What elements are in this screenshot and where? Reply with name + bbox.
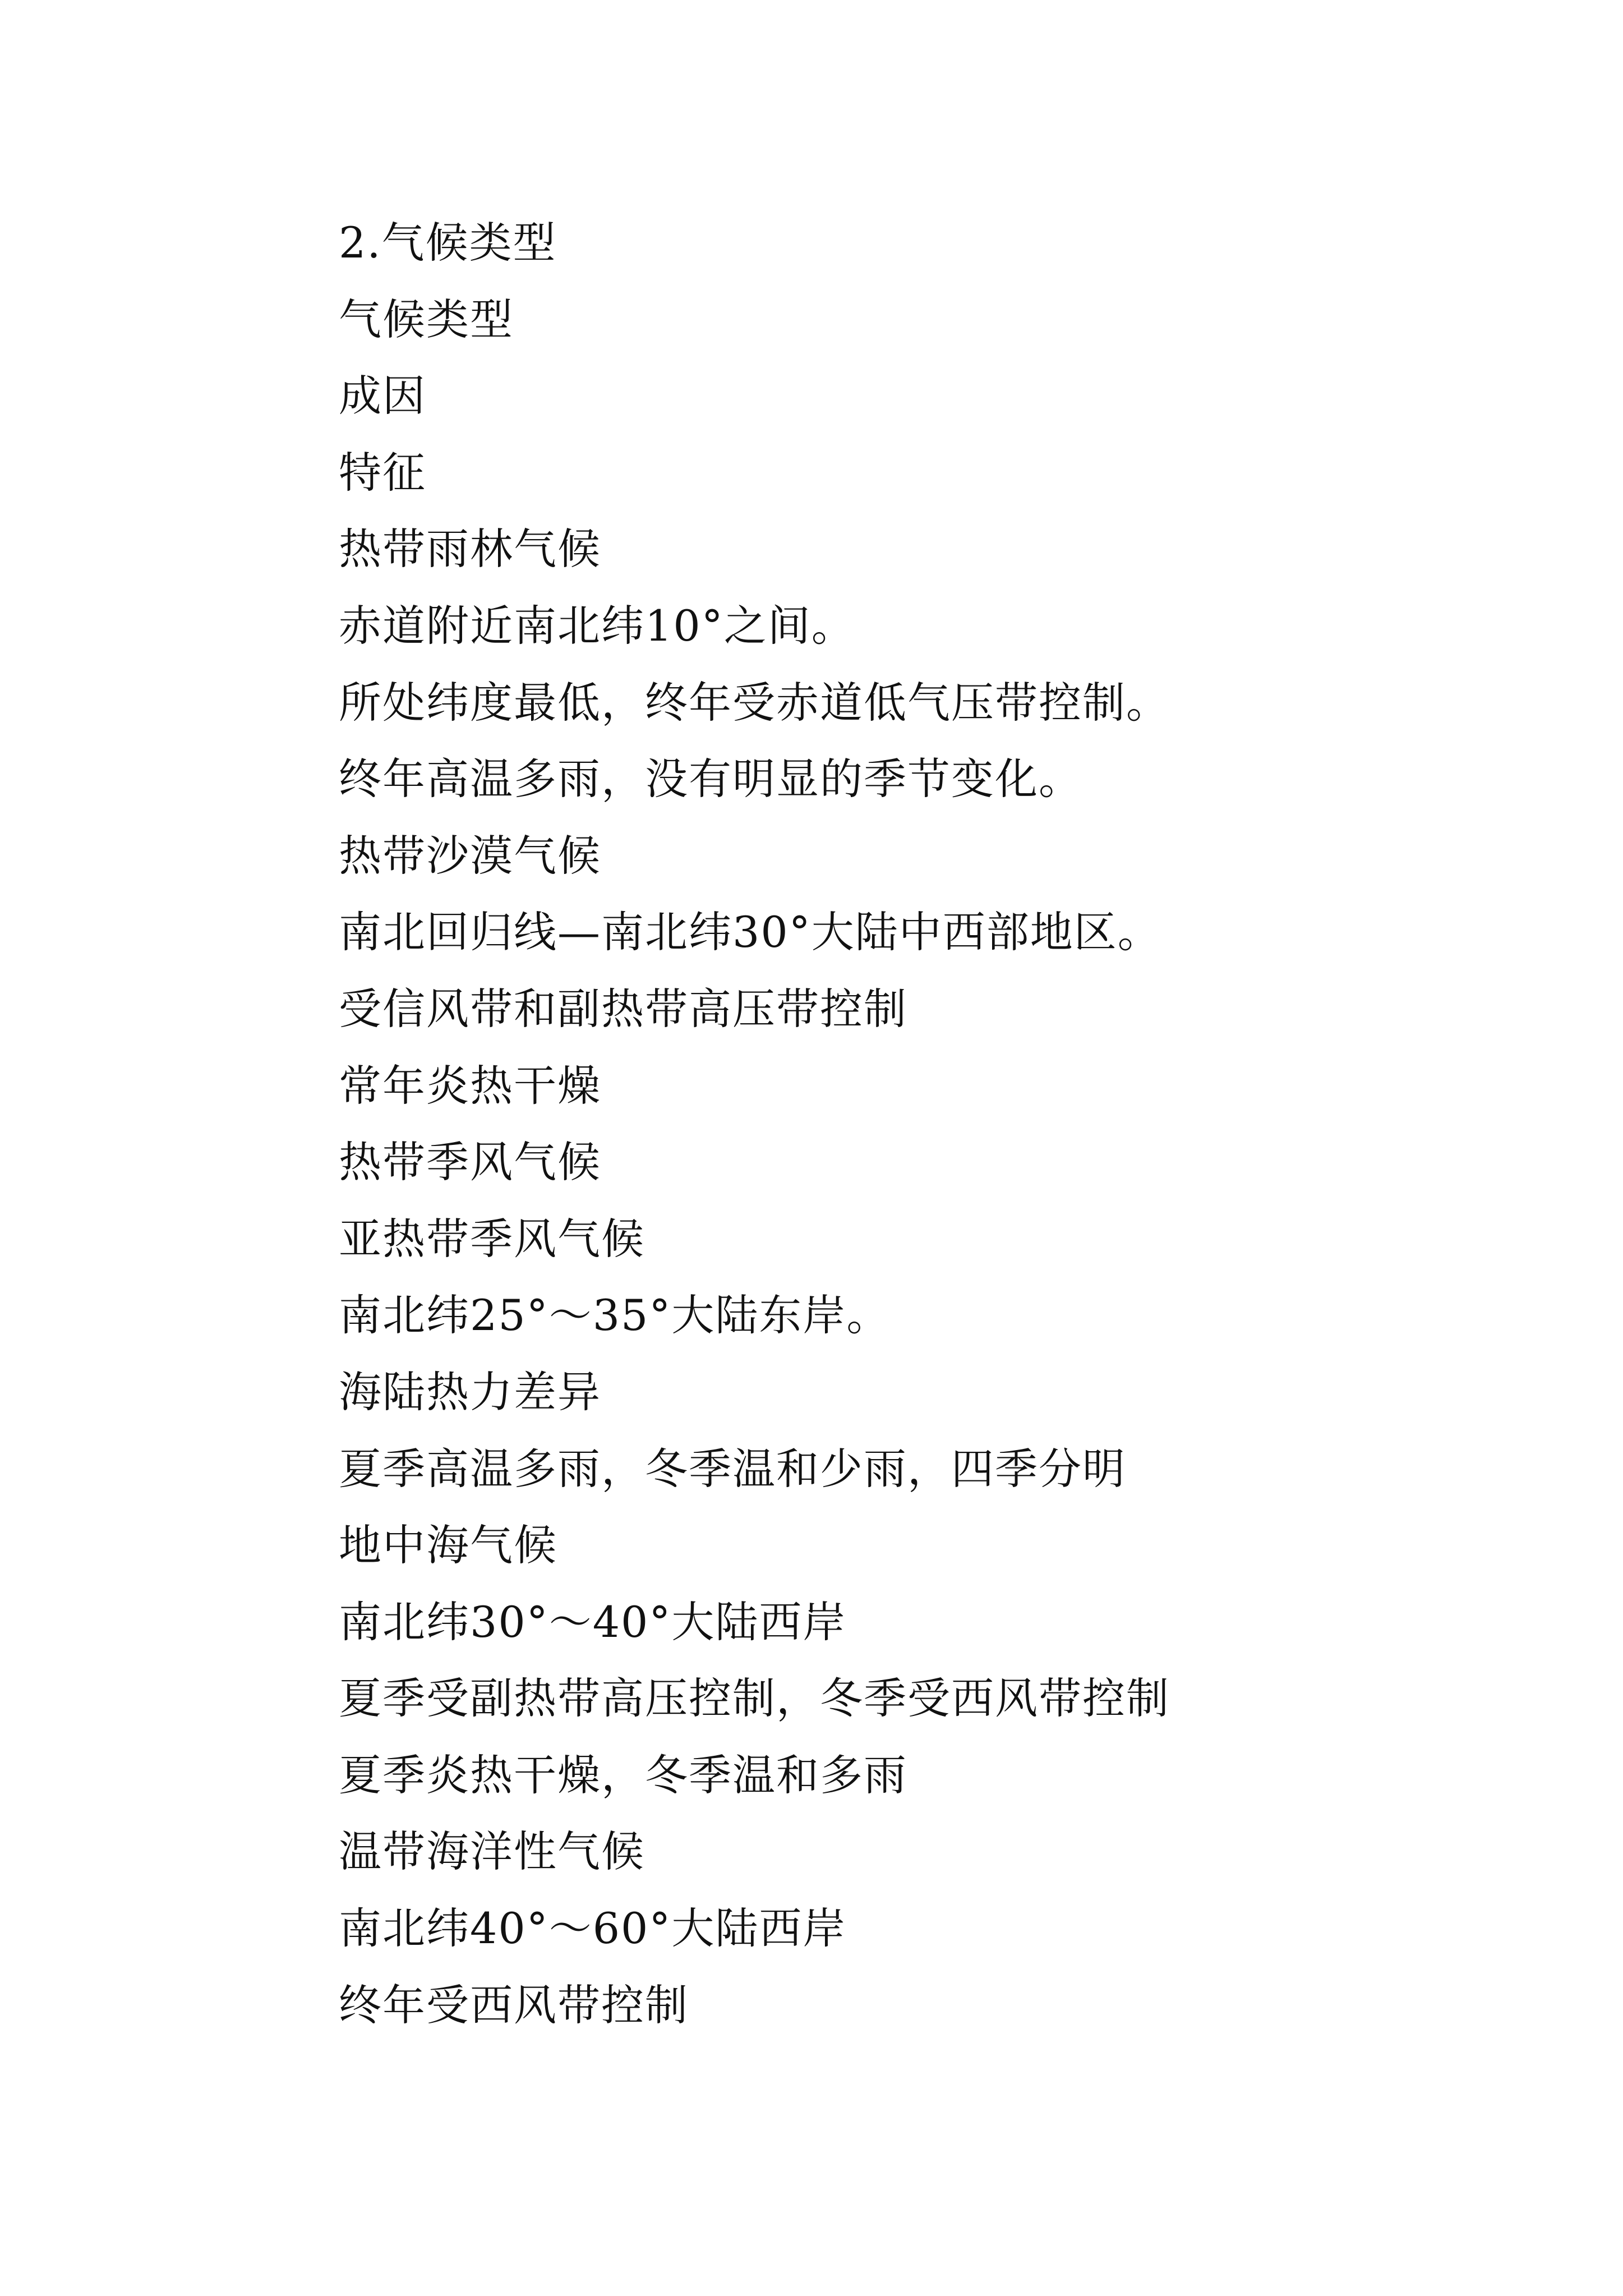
text-line: 所处纬度最低，终年受赤道低气压带控制。: [339, 677, 1170, 728]
table-header-climate-type: 气候类型: [339, 294, 514, 344]
text-line: 受信风带和副热带高压带控制: [339, 983, 907, 1034]
text-line: 温带海洋性气候: [339, 1826, 645, 1877]
text-line: 热带沙漠气候: [339, 830, 601, 881]
text-line: 夏季炎热干燥，冬季温和多雨: [339, 1750, 907, 1800]
document-body: [339, 215, 1170, 2054]
text-line: 海陆热力差异: [339, 1366, 601, 1417]
text-line: 夏季高温多雨，冬季温和少雨，四季分明: [339, 1443, 1126, 1494]
text-line: 南北纬30°～40°大陆西岸: [339, 1596, 847, 1647]
text-line: 热带雨林气候: [339, 524, 601, 574]
text-line: 地中海气候: [339, 1520, 557, 1571]
text-line: 热带季风气候: [339, 1137, 601, 1188]
text-line: 赤道附近南北纬10°之间。: [339, 600, 855, 651]
text-line: 南北纬40°～60°大陆西岸: [339, 1903, 847, 1954]
text-line: 亚热带季风气候: [339, 1213, 645, 1264]
table-header-feature: 特征: [339, 447, 426, 498]
text-line: 终年受西风带控制: [339, 1980, 689, 2030]
text-line: 南北回归线—南北纬30°大陆中西部地区。: [339, 907, 1161, 958]
section-heading: 2.气候类型: [339, 218, 557, 268]
text-line: 终年高温多雨，没有明显的季节变化。: [339, 754, 1082, 804]
text-line: 南北纬25°～35°大陆东岸。: [339, 1290, 891, 1341]
text-line: 常年炎热干燥: [339, 1060, 601, 1111]
table-header-cause: 成因: [339, 371, 426, 421]
text-line: 夏季受副热带高压控制，冬季受西风带控制: [339, 1673, 1170, 1724]
